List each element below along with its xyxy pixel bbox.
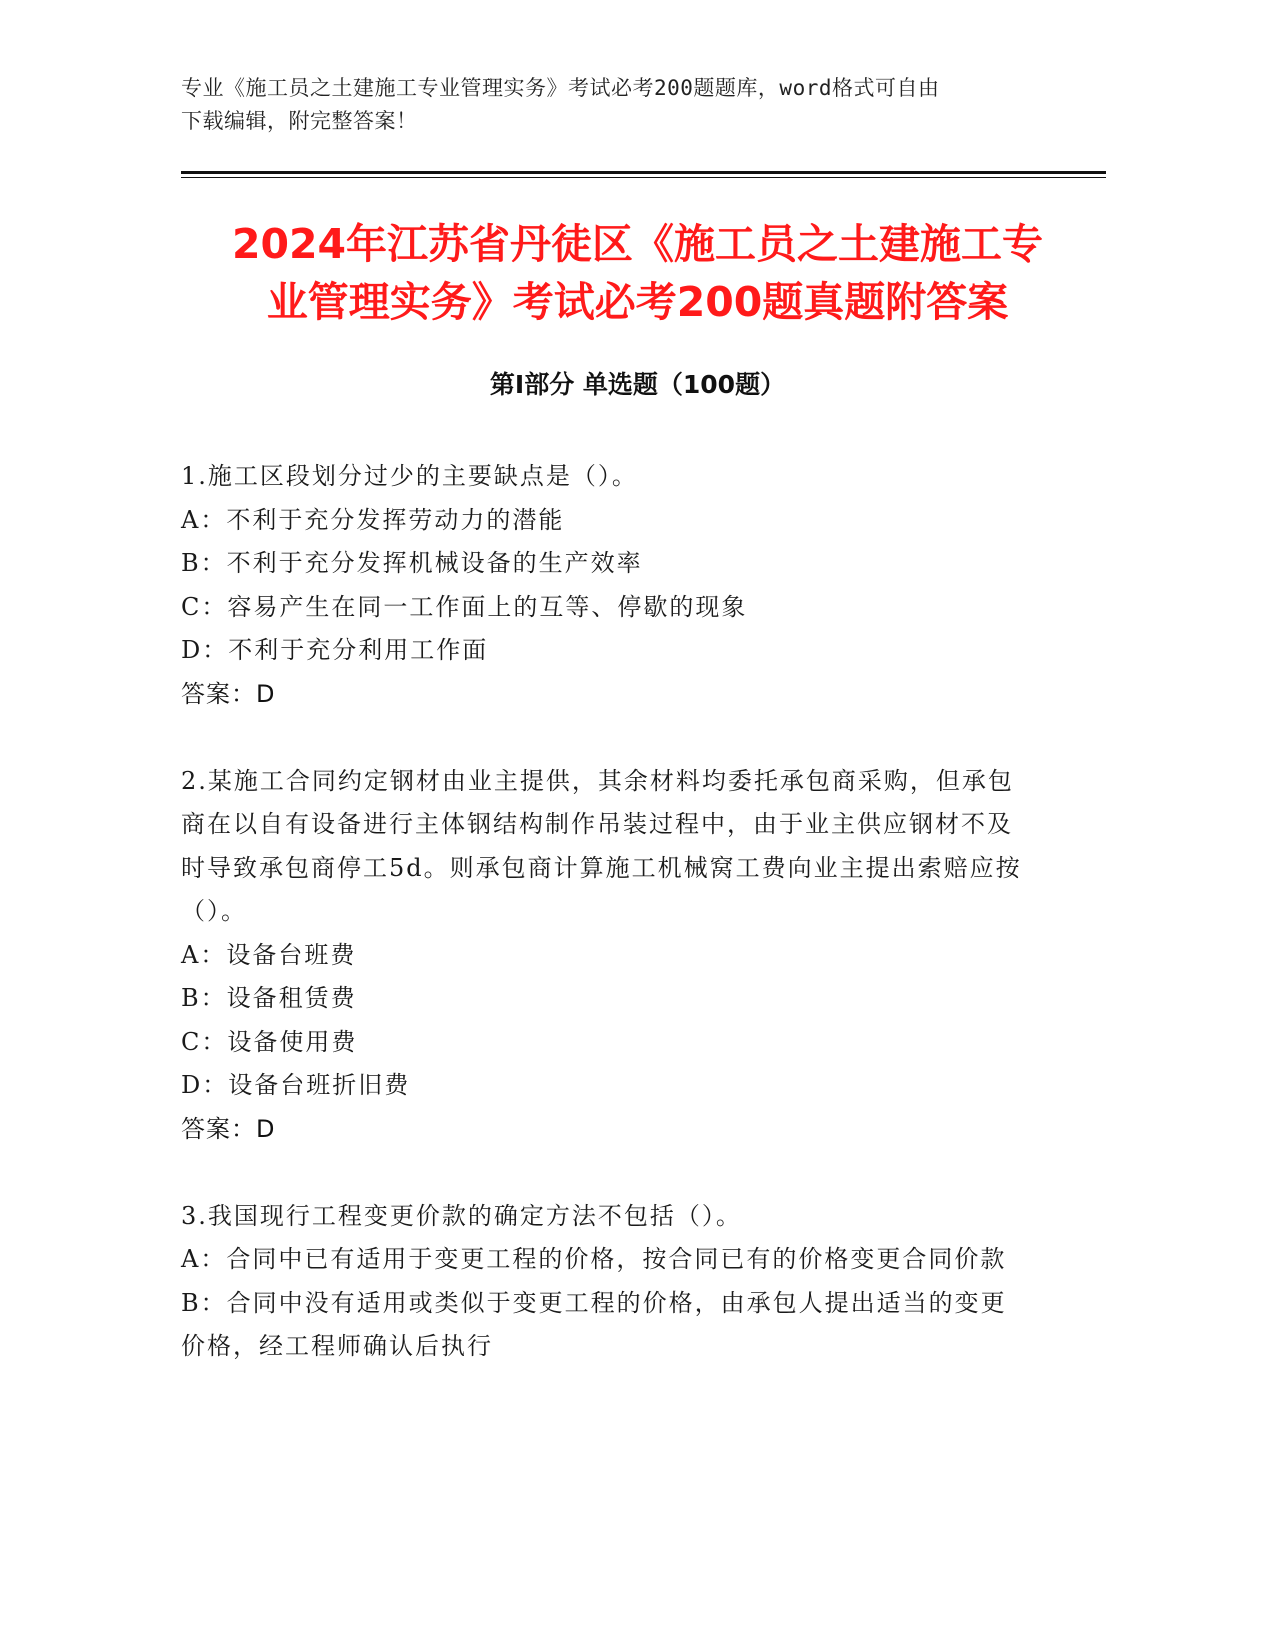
option-a: A：设备台班费 bbox=[181, 940, 357, 969]
question-spacer bbox=[181, 716, 1031, 760]
title-line-1: 2024年江苏省丹徒区《施工员之土建施工专 bbox=[231, 220, 1044, 268]
title-line-2: 业管理实务》考试必考200题真题附答案 bbox=[266, 278, 1009, 326]
question-stem: 1.施工区段划分过少的主要缺点是（）。 bbox=[181, 462, 638, 490]
option-c: C：容易产生在同一工作面上的互等、停歇的现象 bbox=[181, 592, 748, 621]
header-divider-thick bbox=[181, 171, 1106, 174]
question-item bbox=[181, 760, 1031, 1152]
option-b: B：合同中没有适用或类似于变更工程的价格，由承包人提出适当的变更价格，经工程师确认后执行 bbox=[181, 1288, 1007, 1360]
header-line-1: 专业《施工员之土建施工专业管理实务》考试必考200题题库，word格式可自由 bbox=[181, 76, 940, 100]
question-item bbox=[181, 1195, 1031, 1369]
question-stem: 2.某施工合同约定钢材由业主提供，其余材料均委托承包商采购，但承包商在以自有设备进行主体钢结构制作吊装过程中，由于业主供应钢材不及时导致承包商停工5d。则承包商计算施工机械窝工费向业主提出索赔应按（）。 bbox=[181, 766, 1022, 925]
answer-text: 答案：D bbox=[181, 679, 276, 708]
option-a: A：合同中已有适用于变更工程的价格，按合同已有的价格变更合同价款 bbox=[181, 1245, 1007, 1273]
question-list bbox=[181, 455, 1031, 1369]
answer-text: 答案：D bbox=[181, 1114, 276, 1143]
header-divider-thin bbox=[181, 177, 1106, 178]
section-heading: 第Ⅰ部分 单选题（100题） bbox=[489, 370, 786, 399]
option-b: B：不利于充分发挥机械设备的生产效率 bbox=[181, 549, 643, 577]
option-d: D：不利于充分利用工作面 bbox=[181, 636, 489, 664]
option-b: B：设备租赁费 bbox=[181, 984, 357, 1012]
document-header bbox=[181, 72, 1061, 138]
question-stem: 3.我国现行工程变更价款的确定方法不包括（）。 bbox=[181, 1201, 742, 1230]
option-a: A：不利于充分发挥劳动力的潜能 bbox=[181, 505, 565, 534]
document-title bbox=[160, 215, 1115, 331]
question-item bbox=[181, 455, 1031, 716]
option-c: C：设备使用费 bbox=[181, 1027, 358, 1056]
question-spacer bbox=[181, 1151, 1031, 1195]
header-line-2: 下载编辑，附完整答案！ bbox=[181, 109, 418, 133]
option-d: D：设备台班折旧费 bbox=[181, 1071, 411, 1099]
